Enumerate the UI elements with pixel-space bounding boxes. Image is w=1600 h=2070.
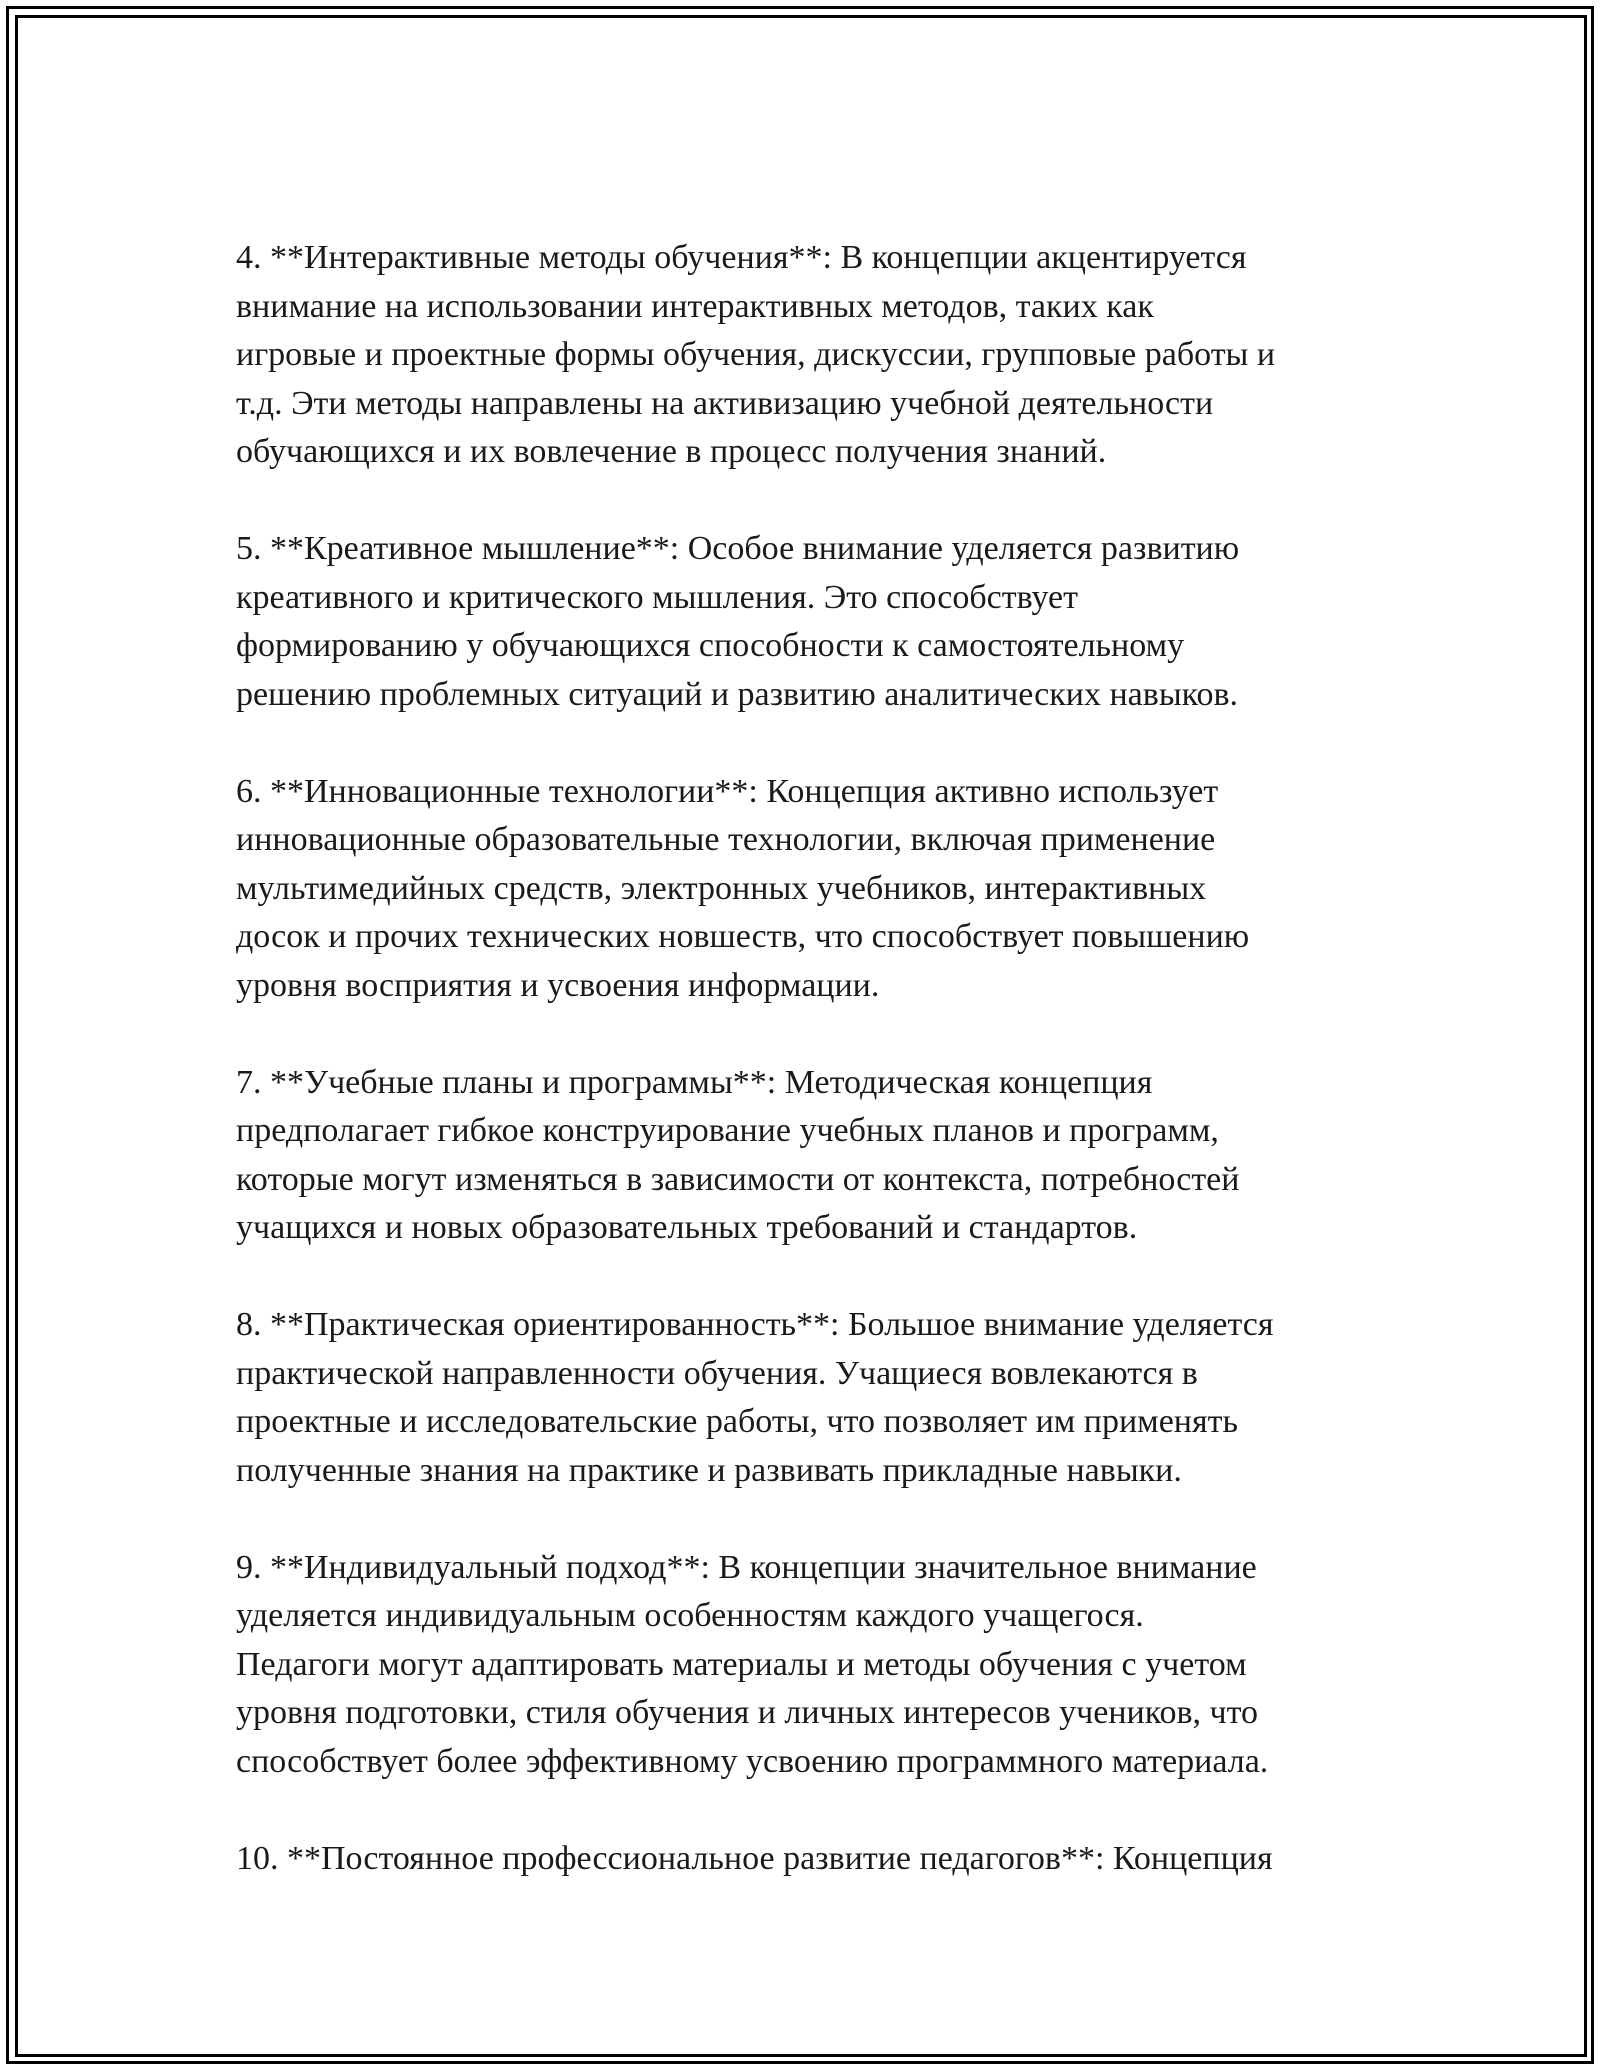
document-body — [236, 234, 1386, 1932]
paragraph-item-6: 6. **Инновационные технологии**: Концепция активно использует инновационные образовательные технологии, включая применение мультимедийных средств, электронных учебников, интерактивных досок и прочих технических новшеств, что способствует повышению уровня восприятия и усвоения информации. — [236, 772, 1250, 1004]
paragraph-item-4: 4. **Интерактивные методы обучения**: В концепции акцентируется внимание на использовании интерактивных методов, таких как игровые и проектные формы обучения, дискуссии, групповые работы и т.д. Эти методы направлены на активизацию учебной деятельности обучающихся и их вовлечение в процесс получения знаний. — [236, 239, 1276, 470]
paragraph-item-9: 9. **Индивидуальный подход**: В концепции значительное внимание уделяется индивидуальным особенностям каждого учащегося. Педагоги могут адаптировать материалы и методы обучения с учетом уровня подготовки, стиля обучения и личных интересов учеников, что способствует более эффективному усвоению программного материала. — [236, 1548, 1269, 1780]
paragraph-item-8: 8. **Практическая ориентированность**: Большое внимание уделяется практической направленности обучения. Учащиеся вовлекаются в проектные и исследовательские работы, что позволяет им применять полученные знания на практике и развивать прикладные навыки. — [236, 1306, 1274, 1489]
paragraph-item-10: 10. **Постоянное профессиональное развитие педагогов**: Концепция — [236, 1839, 1273, 1877]
paragraph-item-5: 5. **Креативное мышление**: Особое внимание уделяется развитию креативного и критического мышления. Это способствует формированию у обучающихся способности к самостоятельному решению проблемных ситуаций и развитию аналитических навыков. — [236, 530, 1240, 713]
paragraph-item-7: 7. **Учебные планы и программы**: Методическая концепция предполагает гибкое конструирование учебных планов и программ, которые могут изменяться в зависимости от контекста, потребностей учащихся и новых образовательных требований и стандартов. — [236, 1063, 1240, 1246]
